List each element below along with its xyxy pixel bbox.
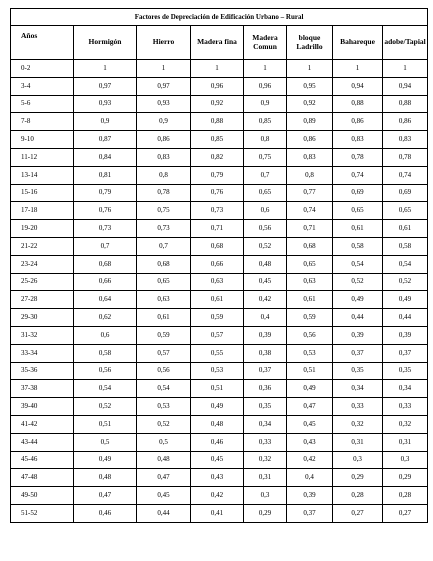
factor-cell: 0,38	[244, 344, 287, 362]
factor-cell: 0,3	[244, 487, 287, 505]
years-cell: 11-12	[11, 148, 74, 166]
factor-cell: 0,62	[74, 309, 137, 327]
factor-cell: 0,44	[333, 309, 383, 327]
column-header: Madera fina	[191, 26, 244, 60]
factor-cell: 0,4	[287, 469, 333, 487]
factor-cell: 0,96	[244, 77, 287, 95]
depreciation-table-container	[10, 8, 427, 523]
factor-cell: 0,56	[244, 220, 287, 238]
factor-cell: 0,8	[287, 166, 333, 184]
table-row	[11, 202, 428, 220]
years-cell: 9-10	[11, 131, 74, 149]
table-row	[11, 504, 428, 522]
factor-cell: 0,52	[244, 237, 287, 255]
years-cell: 39-40	[11, 398, 74, 416]
factor-cell: 0,54	[383, 255, 428, 273]
table-row	[11, 166, 428, 184]
factor-cell: 0,39	[244, 326, 287, 344]
factor-cell: 0,37	[287, 504, 333, 522]
years-cell: 0-2	[11, 60, 74, 78]
factor-cell: 0,83	[333, 131, 383, 149]
column-header: Hormigón	[74, 26, 137, 60]
factor-cell: 0,42	[244, 291, 287, 309]
years-cell: 29-30	[11, 309, 74, 327]
factor-cell: 0,52	[74, 398, 137, 416]
factor-cell: 0,58	[333, 237, 383, 255]
factor-cell: 0,31	[333, 433, 383, 451]
factor-cell: 0,33	[244, 433, 287, 451]
factor-cell: 0,55	[191, 344, 244, 362]
factor-cell: 0,49	[383, 291, 428, 309]
factor-cell: 0,31	[244, 469, 287, 487]
factor-cell: 0,33	[333, 398, 383, 416]
table-row	[11, 309, 428, 327]
table-row	[11, 398, 428, 416]
factor-cell: 0,37	[333, 344, 383, 362]
factor-cell: 0,86	[287, 131, 333, 149]
factor-cell: 0,9	[244, 95, 287, 113]
years-cell: 17-18	[11, 202, 74, 220]
factor-cell: 0,86	[383, 113, 428, 131]
factor-cell: 0,71	[287, 220, 333, 238]
factor-cell: 0,45	[244, 273, 287, 291]
factor-cell: 0,48	[191, 415, 244, 433]
factor-cell: 0,3	[333, 451, 383, 469]
table-title: Factores de Depreciación de Edificación Urbano – Rural	[11, 9, 428, 26]
factor-cell: 0,56	[137, 362, 191, 380]
factor-cell: 0,77	[287, 184, 333, 202]
factor-cell: 0,79	[191, 166, 244, 184]
factor-cell: 0,53	[137, 398, 191, 416]
table-row	[11, 362, 428, 380]
years-cell: 25-26	[11, 273, 74, 291]
factor-cell: 0,52	[137, 415, 191, 433]
factor-cell: 0,4	[244, 309, 287, 327]
factor-cell: 0,42	[287, 451, 333, 469]
table-header-row	[11, 26, 428, 60]
factor-cell: 0,64	[74, 291, 137, 309]
depreciation-table	[10, 8, 428, 523]
factor-cell: 0,92	[287, 95, 333, 113]
factor-cell: 0,46	[191, 433, 244, 451]
factor-cell: 0,47	[287, 398, 333, 416]
factor-cell: 0,35	[244, 398, 287, 416]
table-row	[11, 220, 428, 238]
years-cell: 31-32	[11, 326, 74, 344]
factor-cell: 0,63	[137, 291, 191, 309]
factor-cell: 0,74	[287, 202, 333, 220]
factor-cell: 0,66	[74, 273, 137, 291]
factor-cell: 0,34	[244, 415, 287, 433]
factor-cell: 0,93	[74, 95, 137, 113]
factor-cell: 0,63	[287, 273, 333, 291]
table-row	[11, 273, 428, 291]
column-header: bloque Ladrillo	[287, 26, 333, 60]
factor-cell: 0,68	[137, 255, 191, 273]
factor-cell: 0,69	[333, 184, 383, 202]
factor-cell: 0,56	[74, 362, 137, 380]
column-header: Madera Comun	[244, 26, 287, 60]
factor-cell: 1	[287, 60, 333, 78]
factor-cell: 0,83	[383, 131, 428, 149]
factor-cell: 0,54	[137, 380, 191, 398]
factor-cell: 0,83	[137, 148, 191, 166]
factor-cell: 0,34	[333, 380, 383, 398]
factor-cell: 0,45	[191, 451, 244, 469]
factor-cell: 0,53	[287, 344, 333, 362]
table-row	[11, 60, 428, 78]
factor-cell: 0,97	[74, 77, 137, 95]
factor-cell: 0,29	[333, 469, 383, 487]
years-cell: 35-36	[11, 362, 74, 380]
factor-cell: 0,7	[244, 166, 287, 184]
years-cell: 47-48	[11, 469, 74, 487]
factor-cell: 0,85	[244, 113, 287, 131]
factor-cell: 0,7	[74, 237, 137, 255]
factor-cell: 0,45	[137, 487, 191, 505]
years-cell: 37-38	[11, 380, 74, 398]
factor-cell: 0,8	[137, 166, 191, 184]
factor-cell: 0,53	[191, 362, 244, 380]
factor-cell: 0,49	[191, 398, 244, 416]
factor-cell: 0,83	[287, 148, 333, 166]
factor-cell: 0,29	[244, 504, 287, 522]
factor-cell: 0,61	[287, 291, 333, 309]
factor-cell: 0,88	[333, 95, 383, 113]
factor-cell: 0,56	[287, 326, 333, 344]
column-header: Hierro	[137, 26, 191, 60]
years-cell: 41-42	[11, 415, 74, 433]
table-row	[11, 184, 428, 202]
factor-cell: 0,68	[287, 237, 333, 255]
factor-cell: 0,59	[287, 309, 333, 327]
factor-cell: 0,32	[383, 415, 428, 433]
factor-cell: 0,51	[287, 362, 333, 380]
factor-cell: 0,82	[191, 148, 244, 166]
years-cell: 33-34	[11, 344, 74, 362]
factor-cell: 0,69	[383, 184, 428, 202]
years-cell: 43-44	[11, 433, 74, 451]
years-cell: 23-24	[11, 255, 74, 273]
factor-cell: 0,37	[383, 344, 428, 362]
factor-cell: 1	[383, 60, 428, 78]
factor-cell: 0,59	[137, 326, 191, 344]
factor-cell: 0,97	[137, 77, 191, 95]
factor-cell: 0,28	[333, 487, 383, 505]
years-cell: 3-4	[11, 77, 74, 95]
factor-cell: 0,81	[74, 166, 137, 184]
factor-cell: 1	[244, 60, 287, 78]
table-row	[11, 291, 428, 309]
factor-cell: 0,73	[191, 202, 244, 220]
factor-cell: 0,61	[383, 220, 428, 238]
factor-cell: 1	[74, 60, 137, 78]
years-cell: 7-8	[11, 113, 74, 131]
factor-cell: 1	[333, 60, 383, 78]
years-cell: 15-16	[11, 184, 74, 202]
factor-cell: 0,65	[383, 202, 428, 220]
factor-cell: 0,49	[333, 291, 383, 309]
factor-cell: 0,66	[191, 255, 244, 273]
factor-cell: 0,42	[191, 487, 244, 505]
factor-cell: 0,79	[74, 184, 137, 202]
factor-cell: 0,89	[287, 113, 333, 131]
table-row	[11, 148, 428, 166]
factor-cell: 0,73	[74, 220, 137, 238]
factor-cell: 0,5	[74, 433, 137, 451]
factor-cell: 0,35	[383, 362, 428, 380]
factor-cell: 0,47	[137, 469, 191, 487]
factor-cell: 0,85	[191, 131, 244, 149]
factor-cell: 0,34	[383, 380, 428, 398]
factor-cell: 0,94	[333, 77, 383, 95]
factor-cell: 0,58	[383, 237, 428, 255]
factor-cell: 0,92	[191, 95, 244, 113]
factor-cell: 1	[191, 60, 244, 78]
factor-cell: 0,65	[244, 184, 287, 202]
factor-cell: 0,52	[383, 273, 428, 291]
factor-cell: 0,78	[333, 148, 383, 166]
factor-cell: 0,39	[383, 326, 428, 344]
table-row	[11, 487, 428, 505]
table-row	[11, 237, 428, 255]
years-cell: 19-20	[11, 220, 74, 238]
factor-cell: 0,54	[74, 380, 137, 398]
factor-cell: 0,51	[74, 415, 137, 433]
factor-cell: 0,68	[191, 237, 244, 255]
factor-cell: 0,31	[383, 433, 428, 451]
factor-cell: 0,37	[244, 362, 287, 380]
factor-cell: 0,65	[287, 255, 333, 273]
table-row	[11, 95, 428, 113]
table-row	[11, 255, 428, 273]
factor-cell: 0,28	[383, 487, 428, 505]
factor-cell: 0,94	[383, 77, 428, 95]
factor-cell: 0,84	[74, 148, 137, 166]
factor-cell: 0,33	[383, 398, 428, 416]
factor-cell: 0,35	[333, 362, 383, 380]
factor-cell: 0,8	[244, 131, 287, 149]
factor-cell: 0,57	[137, 344, 191, 362]
factor-cell: 0,96	[191, 77, 244, 95]
factor-cell: 0,86	[137, 131, 191, 149]
factor-cell: 0,45	[287, 415, 333, 433]
table-row	[11, 113, 428, 131]
factor-cell: 0,93	[137, 95, 191, 113]
factor-cell: 0,6	[74, 326, 137, 344]
years-cell: 13-14	[11, 166, 74, 184]
factor-cell: 0,88	[383, 95, 428, 113]
column-header: Años	[11, 26, 74, 60]
factor-cell: 0,58	[74, 344, 137, 362]
factor-cell: 0,48	[244, 255, 287, 273]
factor-cell: 0,9	[74, 113, 137, 131]
factor-cell: 0,78	[137, 184, 191, 202]
factor-cell: 0,75	[137, 202, 191, 220]
table-row	[11, 77, 428, 95]
factor-cell: 0,48	[74, 469, 137, 487]
factor-cell: 0,88	[191, 113, 244, 131]
table-row	[11, 433, 428, 451]
column-header: Bahareque	[333, 26, 383, 60]
column-header: adobe/Tapial	[383, 26, 428, 60]
factor-cell: 0,74	[383, 166, 428, 184]
table-body	[11, 60, 428, 523]
factor-cell: 0,52	[333, 273, 383, 291]
years-cell: 21-22	[11, 237, 74, 255]
factor-cell: 0,61	[333, 220, 383, 238]
factor-cell: 0,61	[191, 291, 244, 309]
factor-cell: 0,71	[191, 220, 244, 238]
factor-cell: 0,27	[383, 504, 428, 522]
factor-cell: 0,41	[191, 504, 244, 522]
factor-cell: 0,59	[191, 309, 244, 327]
factor-cell: 0,7	[137, 237, 191, 255]
factor-cell: 0,32	[244, 451, 287, 469]
factor-cell: 0,48	[137, 451, 191, 469]
factor-cell: 0,46	[74, 504, 137, 522]
factor-cell: 0,65	[333, 202, 383, 220]
factor-cell: 0,61	[137, 309, 191, 327]
factor-cell: 0,54	[333, 255, 383, 273]
years-cell: 27-28	[11, 291, 74, 309]
factor-cell: 0,49	[74, 451, 137, 469]
factor-cell: 0,39	[333, 326, 383, 344]
table-row	[11, 131, 428, 149]
factor-cell: 1	[137, 60, 191, 78]
factor-cell: 0,43	[191, 469, 244, 487]
table-row	[11, 451, 428, 469]
table-row	[11, 469, 428, 487]
factor-cell: 0,36	[244, 380, 287, 398]
factor-cell: 0,65	[137, 273, 191, 291]
years-cell: 49-50	[11, 487, 74, 505]
factor-cell: 0,76	[74, 202, 137, 220]
table-row	[11, 326, 428, 344]
factor-cell: 0,68	[74, 255, 137, 273]
years-cell: 5-6	[11, 95, 74, 113]
factor-cell: 0,86	[333, 113, 383, 131]
years-cell: 51-52	[11, 504, 74, 522]
factor-cell: 0,75	[244, 148, 287, 166]
factor-cell: 0,29	[383, 469, 428, 487]
factor-cell: 0,57	[191, 326, 244, 344]
factor-cell: 0,9	[137, 113, 191, 131]
factor-cell: 0,43	[287, 433, 333, 451]
factor-cell: 0,47	[74, 487, 137, 505]
factor-cell: 0,27	[333, 504, 383, 522]
factor-cell: 0,3	[383, 451, 428, 469]
factor-cell: 0,44	[137, 504, 191, 522]
factor-cell: 0,6	[244, 202, 287, 220]
factor-cell: 0,78	[383, 148, 428, 166]
factor-cell: 0,32	[333, 415, 383, 433]
table-row	[11, 380, 428, 398]
table-row	[11, 415, 428, 433]
factor-cell: 0,87	[74, 131, 137, 149]
table-row	[11, 344, 428, 362]
factor-cell: 0,39	[287, 487, 333, 505]
factor-cell: 0,73	[137, 220, 191, 238]
factor-cell: 0,44	[383, 309, 428, 327]
factor-cell: 0,49	[287, 380, 333, 398]
factor-cell: 0,63	[191, 273, 244, 291]
factor-cell: 0,5	[137, 433, 191, 451]
factor-cell: 0,74	[333, 166, 383, 184]
factor-cell: 0,76	[191, 184, 244, 202]
factor-cell: 0,51	[191, 380, 244, 398]
years-cell: 45-46	[11, 451, 74, 469]
factor-cell: 0,95	[287, 77, 333, 95]
